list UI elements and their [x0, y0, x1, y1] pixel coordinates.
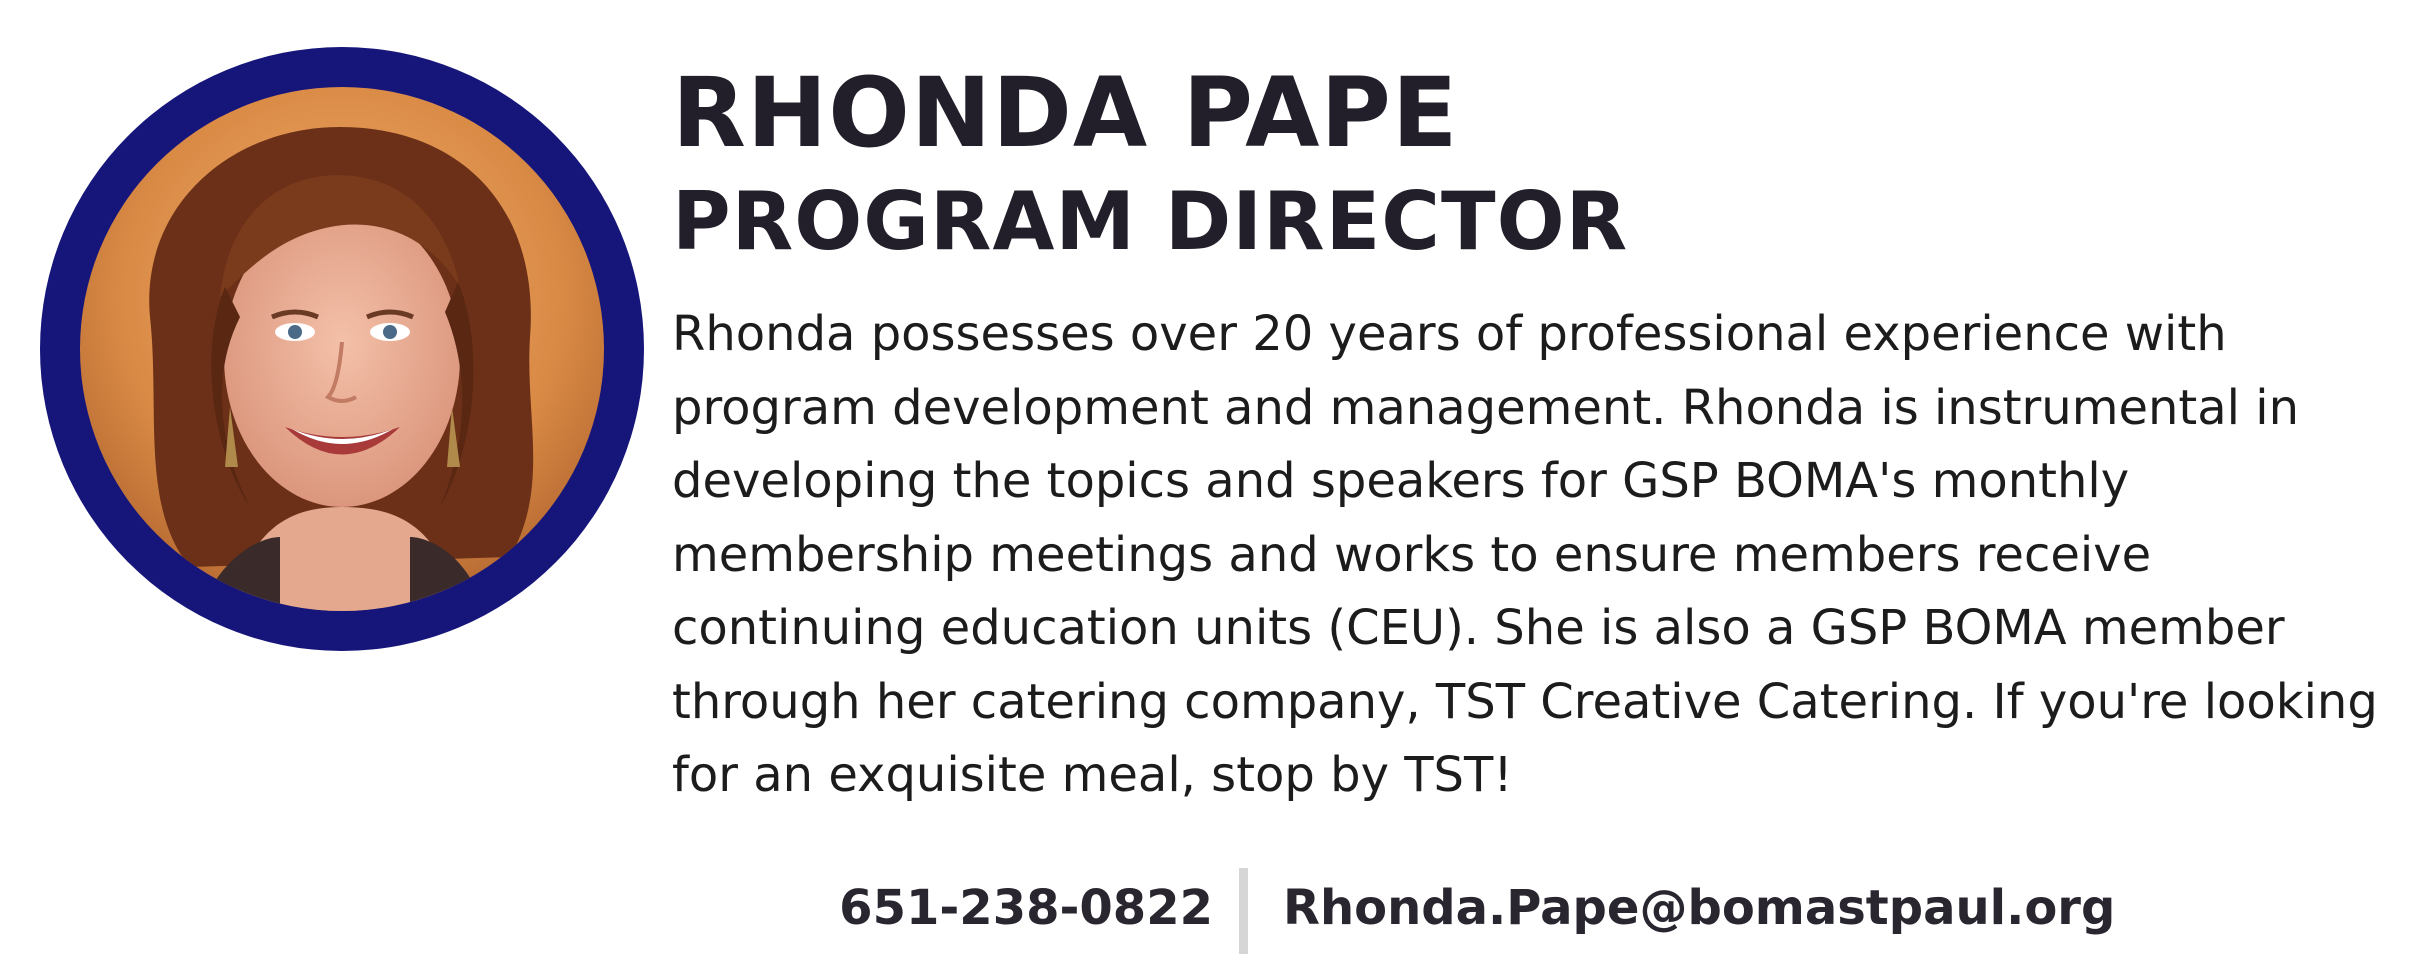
portrait-illustration — [80, 87, 604, 611]
bio-paragraph: Rhonda possesses over 20 years of professional experience with program development and management. Rhonda is instrumental in developing the topics and speakers for GSP BOMA's monthly membership meetings and works to ensure members receive continuing education units (CEU). She is also a GSP BOMA member through her catering company, TST Creative Catering. If you're looking for an exquisite meal, stop by TST! — [672, 306, 2378, 803]
contact-row — [0, 868, 2425, 954]
contact-divider — [1239, 868, 1248, 954]
phone-number[interactable]: 651-238-0822 — [839, 880, 1213, 936]
profile-photo — [80, 87, 604, 611]
person-name: RHONDA PAPE — [672, 57, 1459, 169]
email-link[interactable]: Rhonda.Pape@bomastpaul.org — [1283, 880, 2116, 936]
profile-photo-frame — [40, 47, 644, 651]
job-title: PROGRAM DIRECTOR — [672, 175, 1629, 268]
